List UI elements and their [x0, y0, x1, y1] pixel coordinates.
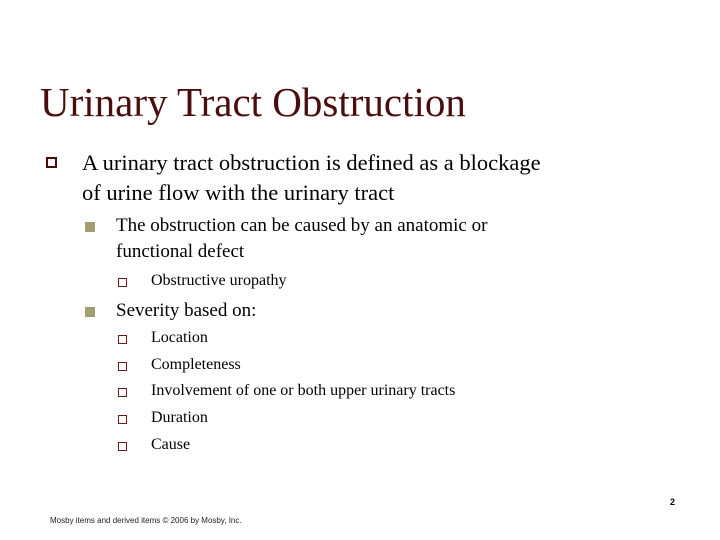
bullet-text-l3: Location [151, 329, 208, 346]
hollow-square-bullet-icon [118, 388, 127, 397]
filled-square-bullet-icon [85, 307, 95, 317]
page-number: 2 [670, 497, 676, 507]
hollow-square-bullet-icon [118, 442, 127, 451]
hollow-square-bullet-icon [118, 415, 127, 424]
bullet-text-l3: Involvement of one or both upper urinary tracts [151, 382, 456, 399]
bullet-text-l3: Duration [151, 409, 208, 426]
hollow-square-bullet-icon [118, 362, 127, 371]
slide-title: Urinary Tract Obstruction [40, 79, 466, 125]
bullet-text-l3: Completeness [151, 356, 241, 373]
hollow-square-bullet-icon [118, 335, 127, 344]
bullet-text-l1-cont: of urine flow with the urinary tract [82, 180, 395, 205]
hollow-square-bullet-icon [118, 278, 127, 287]
bullet-text-l3: Obstructive uropathy [151, 272, 287, 289]
bullet-text-l1: A urinary tract obstruction is defined as a blockage [82, 150, 541, 175]
bullet-text-l2-cont: functional defect [116, 241, 245, 262]
bullet-text-l2: The obstruction can be caused by an anatomic or [116, 215, 488, 236]
bullet-text-l2: Severity based on: [116, 300, 257, 321]
hollow-square-bullet-icon [46, 157, 57, 168]
filled-square-bullet-icon [85, 222, 95, 232]
footer-copyright: Mosby items and derived items © 2006 by Mosby, Inc. [50, 516, 242, 525]
bullet-text-l3: Cause [151, 436, 191, 453]
